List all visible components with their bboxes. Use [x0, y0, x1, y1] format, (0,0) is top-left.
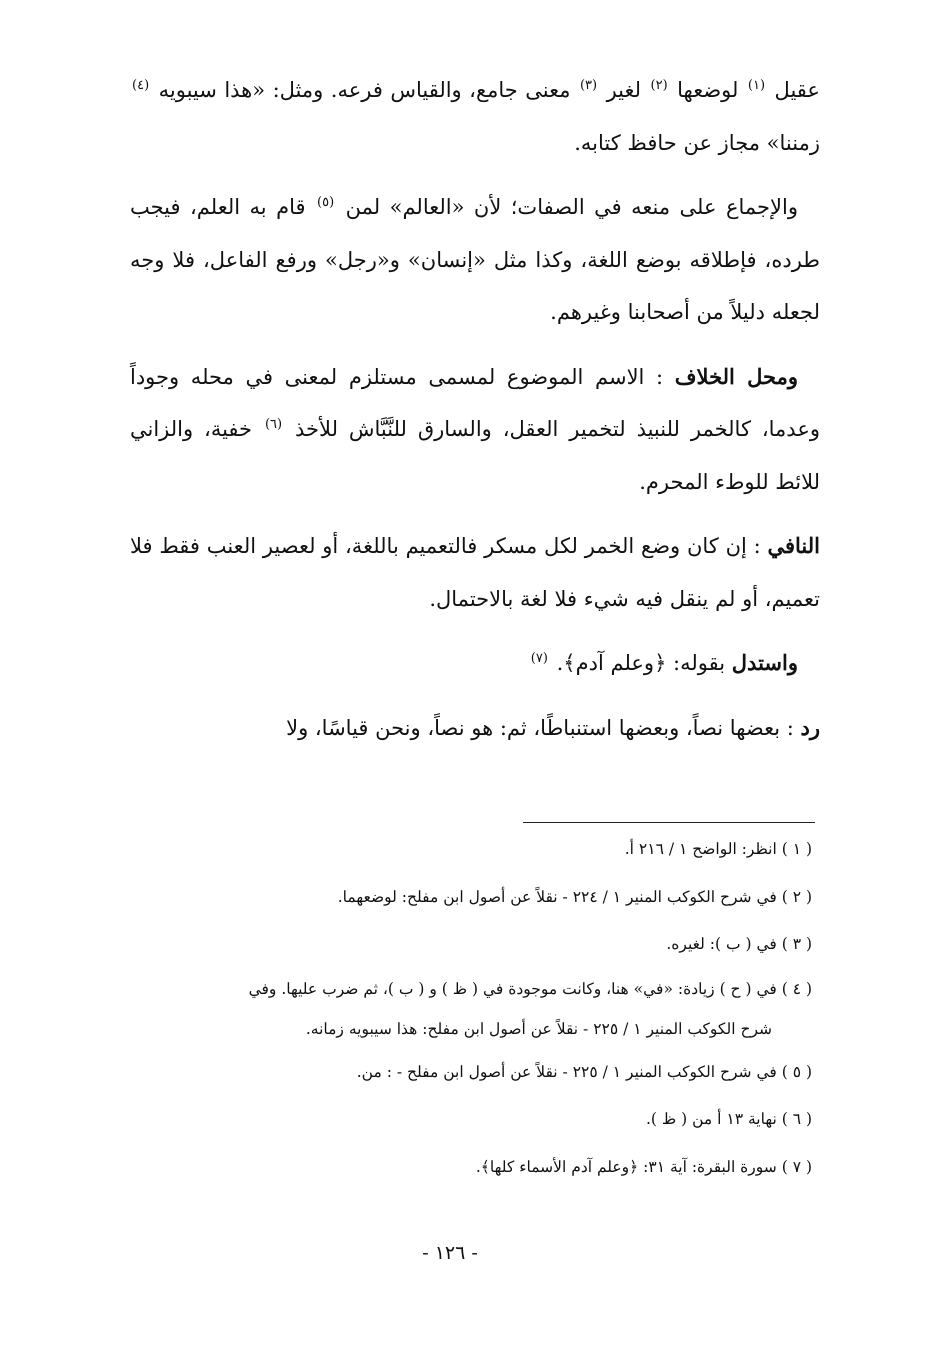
footnote-reference[interactable]: (٤): [132, 78, 150, 93]
paragraph-heading: ومحل الخلاف: [674, 363, 798, 389]
paragraph-heading: رد: [800, 714, 820, 740]
text-segment: قام به العلم، فيجب طرده، فإطلاقه بوضع اللغة، وكذا مثل «إنسان» و«رجل» ورفع الفاعل، فلا وجه لجعله دليلاً من أصحابنا وغيرهم.: [130, 195, 820, 324]
paragraph-5: [130, 637, 820, 690]
footnote-reference[interactable]: (٥): [317, 195, 335, 210]
main-text: [130, 64, 820, 766]
paragraph-1: [130, 64, 820, 169]
footnote-reference[interactable]: (١): [747, 78, 766, 93]
paragraph-heading: واستدل: [731, 650, 798, 675]
paragraph-6: [130, 702, 820, 755]
text-segment: والإجماع على منعه في الصفات؛ لأن «العالم» لمن: [345, 195, 798, 219]
footnote-1: ( ١ ) انظر: الواضح ١ / ٢١٦ أ.: [624, 840, 812, 858]
paragraph-4: [130, 520, 820, 625]
paragraph-heading: النافي: [767, 533, 820, 558]
text-segment: بقوله: ﴿وعلم آدم﴾.: [556, 651, 726, 675]
footnotes: [132, 826, 812, 1191]
footnote-7: ( ٧ ) سورة البقرة: آية ٣١: ﴿وعلم آدم الأسماء كلها﴾.: [475, 1157, 812, 1176]
footnote-2: ( ٢ ) في شرح الكوكب المنير ١ / ٢٢٤ - نقلاً عن أصول ابن مفلح: لوضعهما.: [337, 887, 812, 906]
footnote-6: ( ٦ ) نهاية ١٣ أ من ( ظ ).: [645, 1110, 812, 1128]
text-segment: عقيل: [774, 78, 820, 102]
footnote-divider: [523, 822, 815, 823]
paragraph-2: [130, 181, 820, 339]
text-segment: : بعضها نصاً، وبعضها استنباطًا، ثم: هو نصاً، ونحن قياسًا، ولا: [286, 715, 794, 740]
text-segment: لغير: [606, 78, 642, 102]
footnote-4-continuation: شرح الكوكب المنير ١ / ٢٢٥ - نقلاً عن أصول ابن مفلح: هذا سيبويه زمانه.: [305, 1019, 772, 1038]
page-number: - ١٢٦ -: [422, 1242, 478, 1264]
footnote-3: ( ٣ ) في ( ب ): لغيره.: [666, 935, 812, 953]
footnote-reference[interactable]: (٦): [264, 417, 283, 432]
text-segment: : الاسم الموضوع لمسمى مستلزم لمعنى في محله وجوداً وعدما، كالخمر للنبيذ لتخمير العقل، والسارق للنَّبَّاش للأخذ: [130, 364, 820, 441]
footnote-reference[interactable]: (٢): [650, 78, 668, 93]
footnote-5: ( ٥ ) في شرح الكوكب المنير ١ / ٢٢٥ - نقلاً عن أصول ابن مفلح - : من.: [356, 1062, 812, 1081]
text-segment: لوضعها: [677, 78, 739, 102]
footnote-reference[interactable]: (٧): [530, 651, 548, 666]
text-segment: زمننا» مجاز عن حافظ كتابه.: [574, 130, 820, 155]
text-segment: معنى جامع، والقياس فرعه. ومثل: «هذا سيبويه: [158, 78, 571, 102]
footnote-reference[interactable]: (٣): [579, 78, 598, 93]
paragraph-3: [130, 351, 820, 509]
text-segment: : إن كان وضع الخمر لكل مسكر فالتعميم باللغة، أو لعصير العنب فقط فلا تعميم، أو لم ينقل فيه شيء فلا لغة بالاحتمال.: [130, 534, 820, 611]
text-segment: خفية، والزاني للائط للوطء المحرم.: [130, 417, 820, 494]
footnote-4: ( ٤ ) في ( ح ) زيادة: «في» هنا، وكانت موجودة في ( ظ ) و ( ب )، ثم ضرب عليها. وفي: [248, 979, 812, 998]
